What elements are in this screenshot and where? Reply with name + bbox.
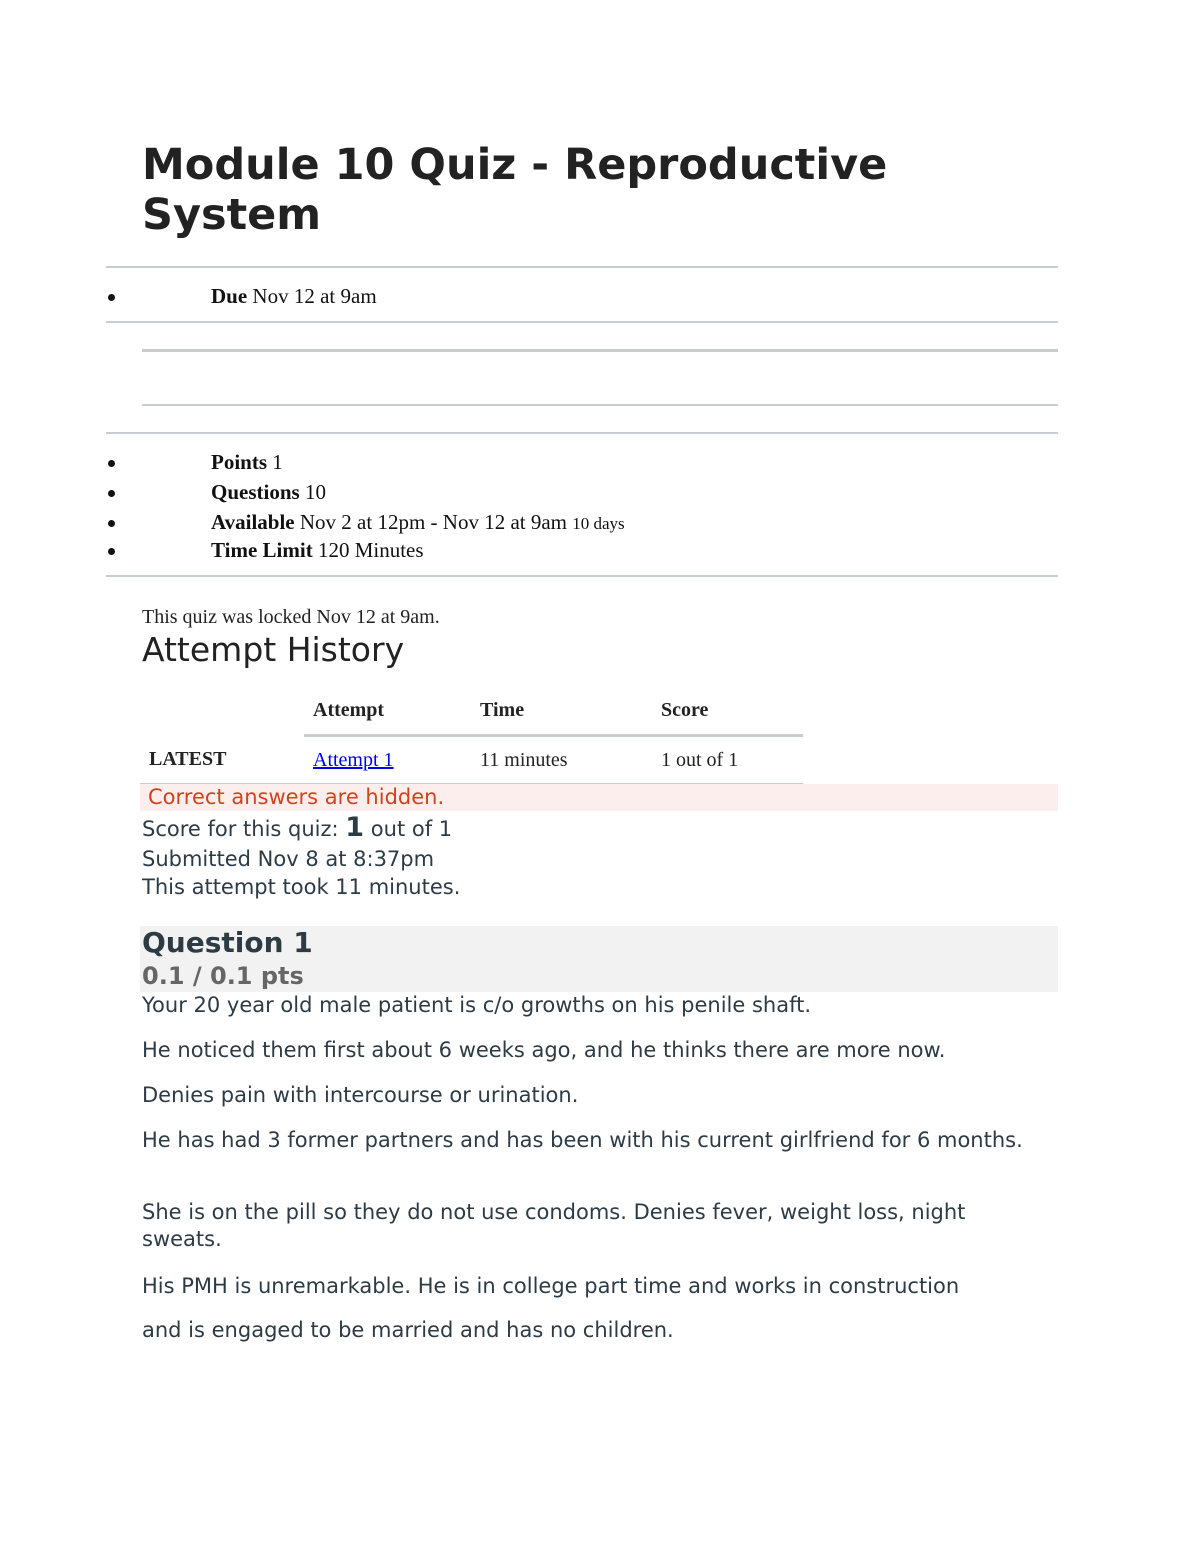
divider (106, 266, 1058, 268)
bullet-icon (108, 548, 115, 555)
points-value: 1 (272, 450, 283, 474)
questions-label: Questions (211, 480, 300, 504)
table-header-blank (140, 686, 304, 736)
score-suffix: out of 1 (370, 817, 453, 841)
due-item (104, 282, 377, 310)
due-label: Due (211, 284, 248, 308)
score-value: 1 (345, 812, 365, 843)
score-prefix: Score for this quiz: (142, 817, 339, 841)
points-item (104, 448, 283, 476)
question-paragraph: Your 20 year old male patient is c/o growths on his penile shaft. (142, 993, 812, 1017)
time-limit-value: 120 Minutes (317, 538, 424, 562)
question-paragraph: Denies pain with intercourse or urination. (142, 1083, 579, 1107)
bullet-icon (108, 294, 115, 301)
due-value: Nov 12 at 9am (252, 284, 377, 308)
available-value: Nov 2 at 12pm - Nov 12 at 9am (299, 510, 567, 534)
latest-tag: LATEST (140, 736, 304, 785)
quiz-score (142, 814, 452, 843)
available-item (104, 508, 625, 536)
available-duration: 10 days (572, 514, 625, 533)
table-header-row (140, 686, 803, 736)
questions-item (104, 478, 326, 506)
question-paragraph: His PMH is unremarkable. He is in college part time and works in construction (142, 1274, 960, 1298)
question-paragraph: She is on the pill so they do not use condoms. Denies fever, weight loss, night sweats. (142, 1200, 966, 1251)
submitted-time: Submitted Nov 8 at 8:37pm (142, 847, 435, 871)
divider (106, 432, 1058, 434)
column-header-score: Score (652, 686, 803, 736)
attempt-duration: This attempt took 11 minutes. (142, 875, 461, 899)
column-header-attempt: Attempt (304, 686, 471, 736)
points-label: Points (211, 450, 268, 474)
question-paragraph: He has had 3 former partners and has been with his current girlfriend for 6 months. (142, 1128, 1023, 1152)
answers-hidden-notice: Correct answers are hidden. (140, 784, 1058, 811)
column-header-time: Time (471, 686, 652, 736)
divider (142, 404, 1058, 406)
questions-value: 10 (304, 480, 326, 504)
divider (106, 321, 1058, 323)
table-row (140, 736, 803, 785)
question-paragraph: and is engaged to be married and has no children. (142, 1318, 674, 1342)
question-points: 0.1 / 0.1 pts (142, 962, 304, 990)
page-title: Module 10 Quiz - Reproductive System (142, 140, 888, 240)
bullet-icon (108, 490, 115, 497)
attempt-history-heading: Attempt History (142, 630, 405, 669)
bullet-icon (108, 520, 115, 527)
score-cell: 1 out of 1 (652, 736, 803, 785)
attempt-link[interactable]: Attempt 1 (313, 748, 394, 771)
question-paragraph: He noticed them first about 6 weeks ago, and he thinks there are more now. (142, 1038, 946, 1062)
divider (142, 349, 1058, 352)
attempt-cell (304, 736, 471, 785)
available-label: Available (211, 510, 295, 534)
time-limit-item (104, 536, 424, 564)
question-title: Question 1 (142, 926, 313, 959)
time-limit-label: Time Limit (211, 538, 313, 562)
time-cell: 11 minutes (471, 736, 652, 785)
bullet-icon (108, 460, 115, 467)
locked-notice: This quiz was locked Nov 12 at 9am. (142, 606, 440, 628)
question-header (140, 926, 1058, 992)
attempt-history-table (140, 686, 803, 785)
divider (106, 575, 1058, 577)
